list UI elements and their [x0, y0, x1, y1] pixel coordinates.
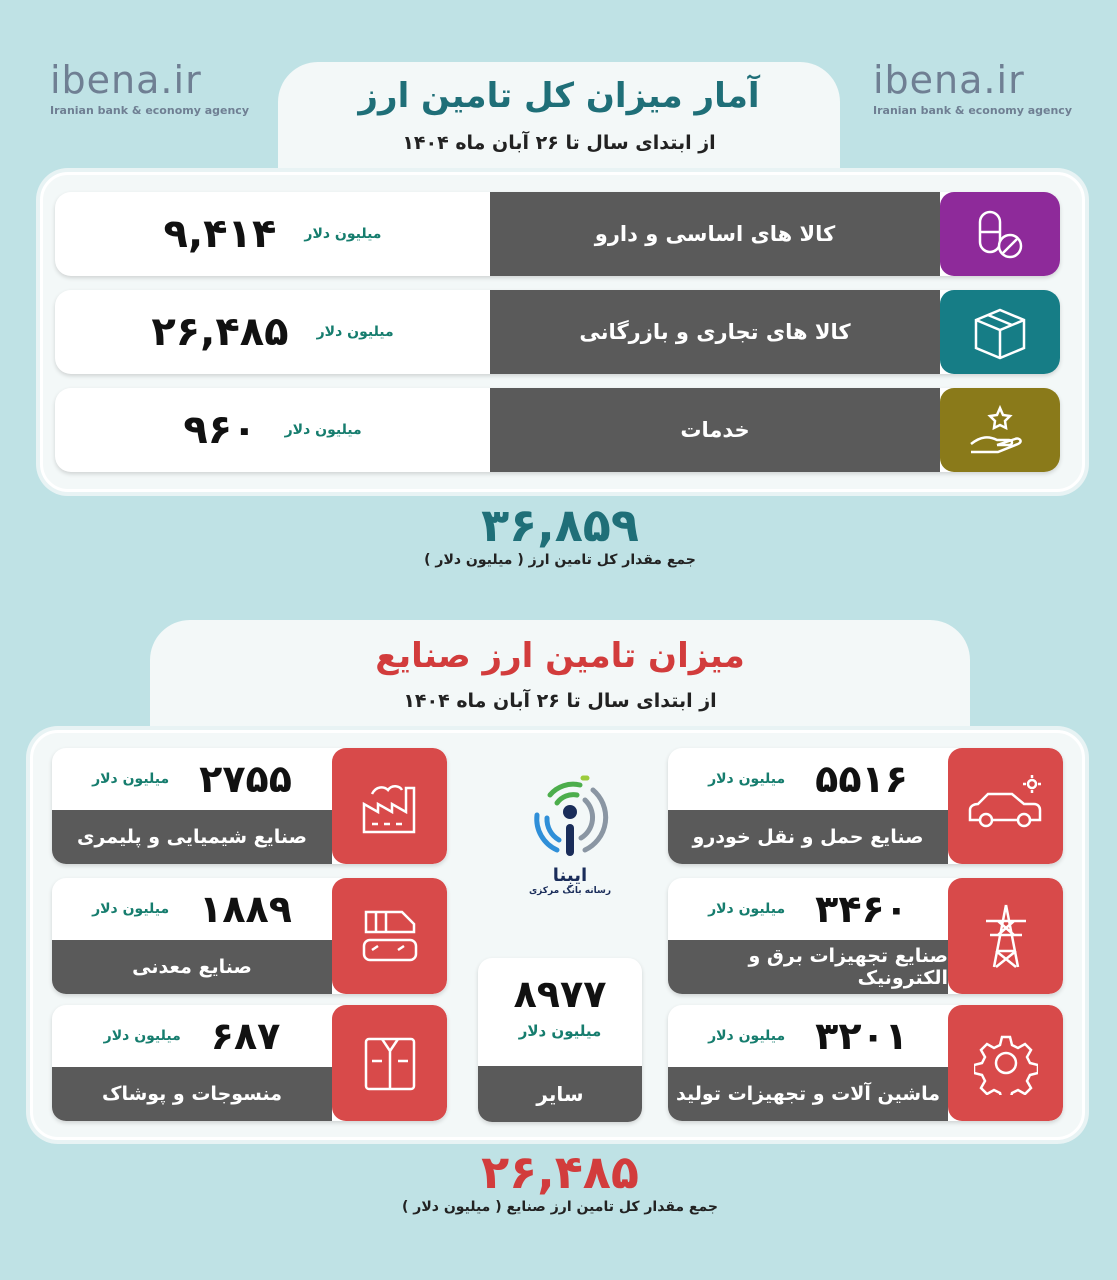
- value: ۹,۴۱۴: [163, 211, 277, 257]
- ibena-center-logo: [500, 770, 640, 896]
- value: ۲۷۵۵: [199, 757, 292, 801]
- total-label: جمع مقدار کل تامین ارز ( میلیون دلار ): [424, 552, 696, 568]
- label: کالا های اساسی و دارو: [490, 192, 940, 276]
- ibena-logo-right: [873, 58, 1073, 117]
- unit: میلیون دلار: [304, 226, 382, 242]
- glove-goggles-icon: [332, 878, 447, 994]
- shirt-icon: [332, 1005, 447, 1121]
- total-label: جمع مقدار کل تامین ارز صنایع ( میلیون دلار ): [402, 1199, 718, 1215]
- unit: میلیون دلار: [316, 324, 394, 340]
- section2-title: میزان تامین ارز صنایع: [375, 636, 745, 676]
- unit: میلیون دلار: [708, 1028, 786, 1044]
- row-commercial-goods: [55, 290, 1060, 374]
- logo-tagline: Iranian bank & economy agency: [50, 104, 249, 117]
- section1-subtitle: از ابتدای سال تا ۲۶ آبان ماه ۱۴۰۴: [402, 132, 716, 154]
- card-other: [478, 958, 642, 1122]
- label: صنایع شیمیایی و پلیمری: [52, 810, 332, 864]
- logo-name: ایبِنا: [552, 865, 588, 886]
- label: صنایع تجهیزات برق و الکترونیک: [668, 940, 948, 994]
- logo-brand: ibena.ir: [873, 58, 1025, 102]
- ibena-logo-left: [50, 58, 250, 117]
- logo-tagline: رسانه بانک مرکزی: [528, 886, 612, 896]
- unit: میلیون دلار: [284, 422, 362, 438]
- section2-subtitle: از ابتدای سال تا ۲۶ آبان ماه ۱۴۰۴: [403, 690, 717, 712]
- label: صنایع معدنی: [52, 940, 332, 994]
- total-value: ۲۶,۴۸۵: [481, 1145, 639, 1199]
- card-electrical: [668, 878, 1063, 994]
- broadcast-logo-icon: [525, 770, 615, 865]
- label: کالا های تجاری و بازرگانی: [490, 290, 940, 374]
- value: ۳۲۰۱: [815, 1014, 908, 1058]
- unit: میلیون دلار: [103, 1028, 181, 1044]
- label: سایر: [478, 1066, 642, 1122]
- card-automotive: [668, 748, 1063, 864]
- logo-brand: ibena.ir: [50, 58, 202, 102]
- value: ۲۶,۴۸۵: [151, 309, 289, 355]
- label: ماشین آلات و تجهیزات تولید: [668, 1067, 948, 1121]
- total-value: ۳۶,۸۵۹: [481, 498, 639, 552]
- label: منسوجات و پوشاک: [52, 1067, 332, 1121]
- pill-icon: [940, 192, 1060, 276]
- unit: میلیون دلار: [708, 901, 786, 917]
- unit: میلیون دلار: [92, 901, 170, 917]
- card-machinery: [668, 1005, 1063, 1121]
- factory-icon: [332, 748, 447, 864]
- card-textile: [52, 1005, 447, 1121]
- row-services: [55, 388, 1060, 472]
- value: ۳۴۶۰: [815, 887, 908, 931]
- value: ۹۶۰: [183, 407, 257, 453]
- label: صنایع حمل و نقل خودرو: [668, 810, 948, 864]
- section1-total: [380, 498, 740, 568]
- card-mining: [52, 878, 447, 994]
- label: خدمات: [490, 388, 940, 472]
- value: ۸۹۷۷: [513, 972, 607, 1016]
- section1-title: آمار میزان کل تامین ارز: [358, 76, 760, 116]
- value: ۵۵۱۶: [815, 757, 908, 801]
- power-tower-icon: [948, 878, 1063, 994]
- card-chemical: [52, 748, 447, 864]
- unit: میلیون دلار: [708, 771, 786, 787]
- unit: میلیون دلار: [92, 771, 170, 787]
- unit: میلیون دلار: [518, 1022, 602, 1040]
- value: ۶۸۷: [210, 1014, 281, 1058]
- gear-icon: [948, 1005, 1063, 1121]
- section2-total: [380, 1145, 740, 1215]
- row-basic-goods: [55, 192, 1060, 276]
- logo-tagline: Iranian bank & economy agency: [873, 104, 1072, 117]
- hand-star-icon: [940, 388, 1060, 472]
- value: ۱۸۸۹: [199, 887, 292, 931]
- box-icon: [940, 290, 1060, 374]
- car-icon: [948, 748, 1063, 864]
